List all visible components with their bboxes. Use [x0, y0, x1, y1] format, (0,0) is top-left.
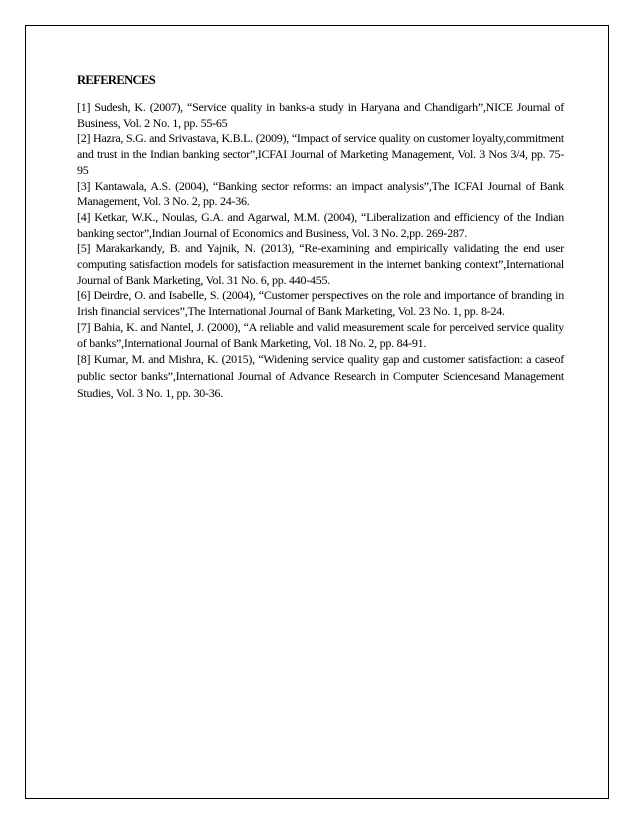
references-section: [77, 72, 564, 402]
reference-item-3: [3] Kantawala, A.S. (2004), “Banking sector reforms: an impact analysis”,The ICFAI Journal of Bank Management, Vol. 3 No. 2, pp. 24-36.: [77, 178, 564, 209]
reference-item-1: [1] Sudesh, K. (2007), “Service quality in banks-a study in Haryana and Chandigarh”,NICE Journal of Business, Vol. 2 No. 1, pp. 55-65: [77, 100, 564, 130]
reference-item-8: [8] Kumar, M. and Mishra, K. (2015), “Widening service quality gap and customer satisfaction: a caseof public sector banks”,International Journal of Advance Research in Computer Sciencesand Management Studies, Vol. 3 No. 1, pp. 30-36.: [77, 352, 564, 401]
reference-item-5: [5] Marakarkandy, B. and Yajnik, N. (2013), “Re-examining and empirically validating the end user computing satisfaction models for satisfaction measurement in the internet banking context”,International Journal of Bank Marketing, Vol. 31 No. 6, pp. 440-455.: [77, 241, 564, 287]
reference-item-6: [6] Deirdre, O. and Isabelle, S. (2004), “Customer perspectives on the role and importance of branding in Irish financial services”,The International Journal of Bank Marketing, Vol. 23 No. 1, pp. 8-24.: [77, 288, 564, 319]
reference-item-7: [7] Bahia, K. and Nantel, J. (2000), “A reliable and valid measurement scale for perceived service quality of banks”,International Journal of Bank Marketing, Vol. 18 No. 2, pp. 84-91.: [77, 319, 564, 350]
references-heading: REFERENCES: [77, 73, 156, 87]
reference-item-4: [4] Ketkar, W.K., Noulas, G.A. and Agarwal, M.M. (2004), “Liberalization and efficiency of the Indian banking sector”,Indian Journal of Economics and Business, Vol. 3 No. 2,pp. 269-287.: [77, 209, 564, 240]
reference-list: [77, 100, 564, 402]
reference-item-2: [2] Hazra, S.G. and Srivastava, K.B.L. (2009), “Impact of service quality on customer loyalty,commitment and trust in the Indian banking sector”,ICFAI Journal of Marketing Management, Vol. 3 Nos 3/4, pp. 75-95: [77, 131, 564, 177]
